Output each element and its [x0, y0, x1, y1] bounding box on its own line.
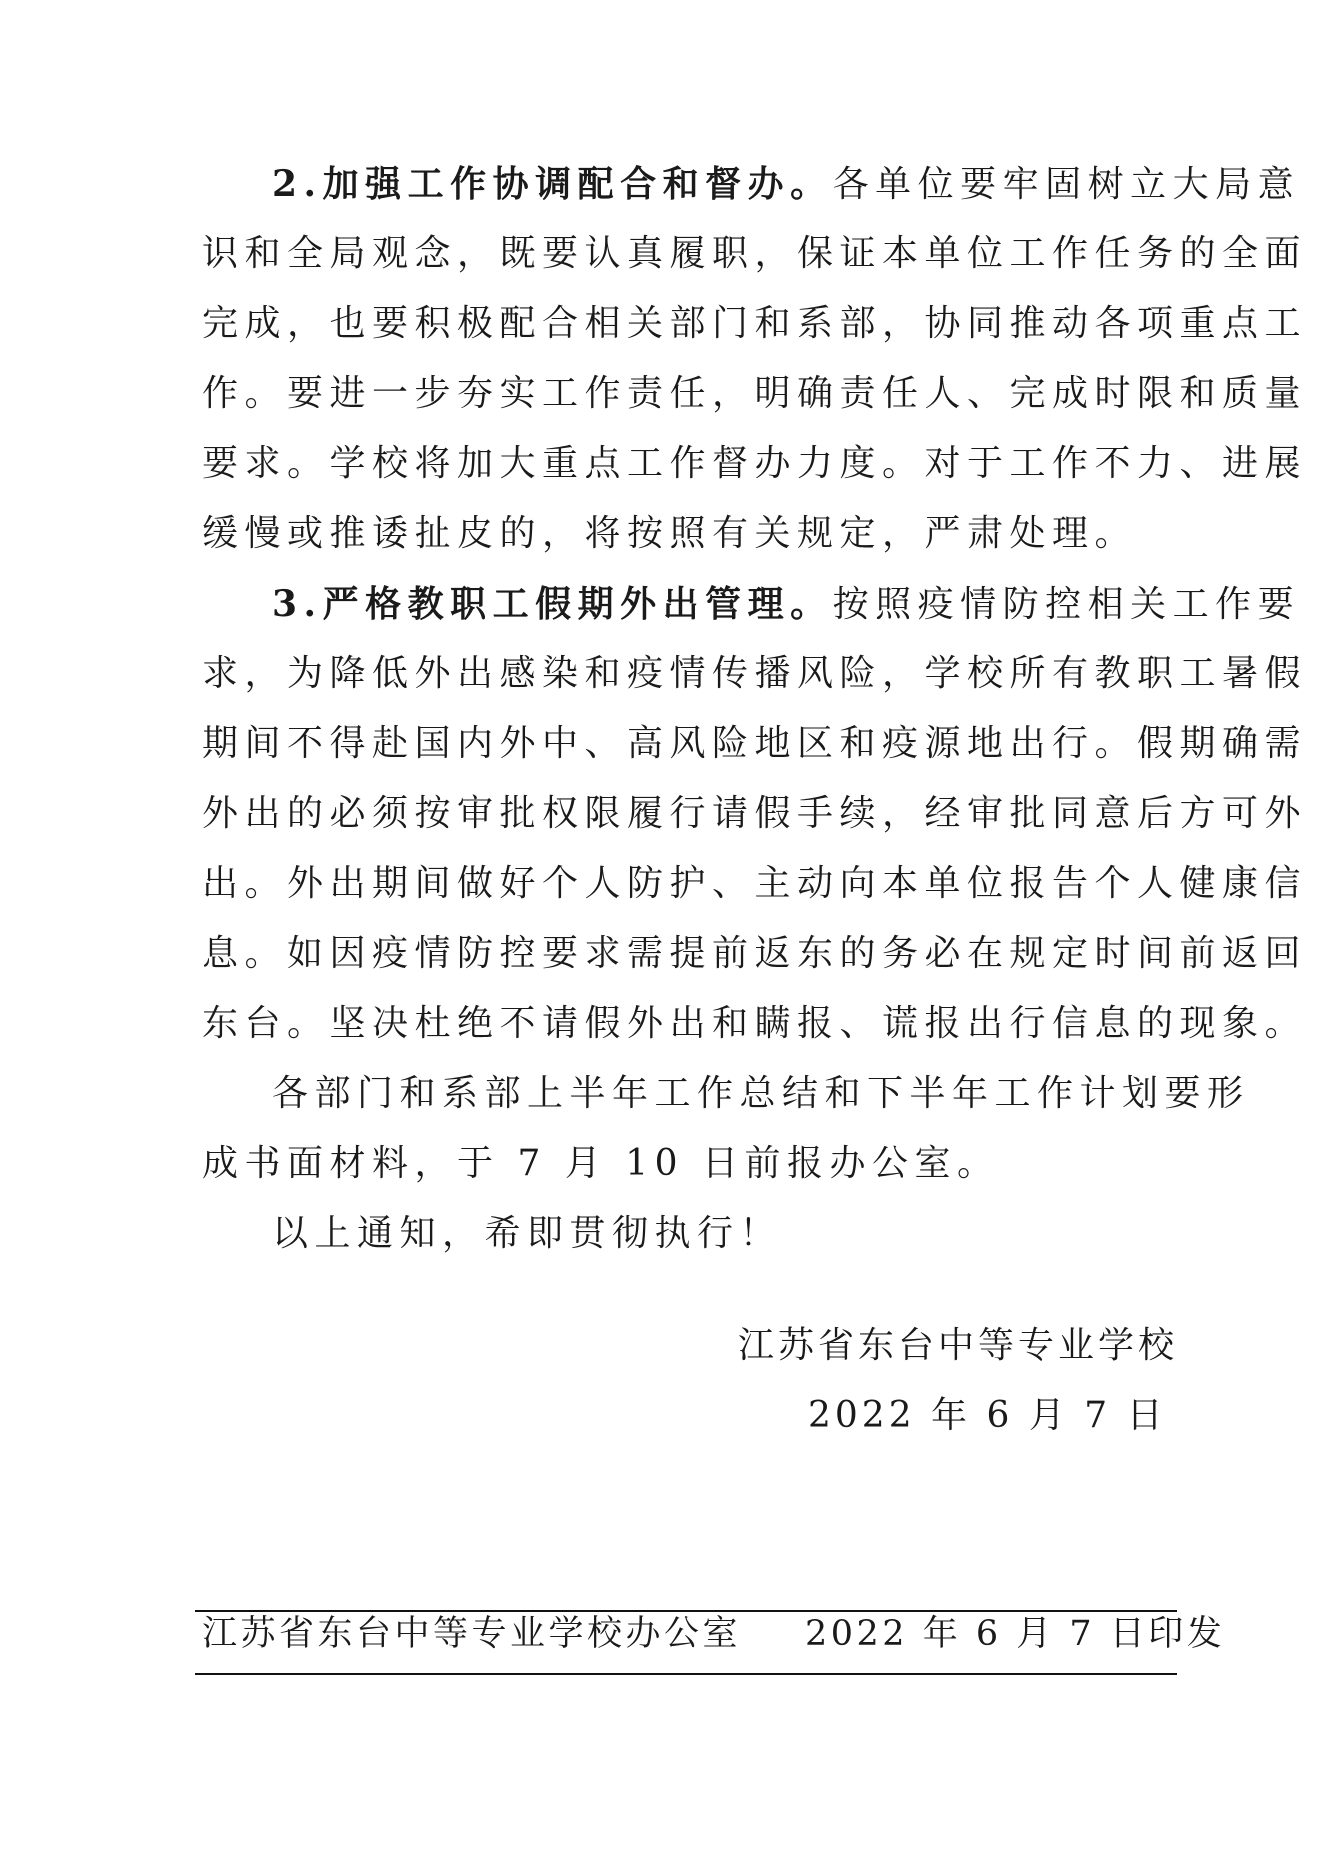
para3-line-4: 外出的必须按审批权限履行请假手续，经审批同意后方可外 [202, 793, 1308, 834]
para2-line-5: 要求。学校将加大重点工作督办力度。对于工作不力、进展 [202, 443, 1308, 484]
para2-lead: 2.加强工作协调配合和督办。 [272, 163, 833, 205]
footer-issuer: 江苏省东台中等专业学校办公室 [202, 1614, 742, 1654]
closing-line: 以上通知，希即贯彻执行！ [272, 1213, 783, 1254]
footer-issue-date: 2022 年 6 月 7 日印发 [805, 1614, 1226, 1654]
para4-line-2: 成书面材料，于 7 月 10 日前报办公室。 [202, 1143, 1000, 1184]
para4-line-1: 各部门和系部上半年工作总结和下半年工作计划要形 [272, 1073, 1250, 1114]
para3-line1-rest: 按照疫情防控相关工作要 [832, 584, 1301, 625]
para3-line-6: 息。如因疫情防控要求需提前返东的务必在规定时间前返回 [202, 933, 1308, 974]
para3-line-7: 东台。坚决杜绝不请假外出和瞒报、谎报出行信息的现象。 [202, 1003, 1308, 1044]
para2-line-1 [272, 162, 1301, 207]
para3-lead: 3.严格教职工假期外出管理。 [272, 583, 833, 625]
para2-line-2: 识和全局观念，既要认真履职，保证本单位工作任务的全面 [202, 233, 1308, 274]
para3-line-2: 求，为降低外出感染和疫情传播风险，学校所有教职工暑假 [202, 653, 1308, 694]
para3-line-1 [272, 582, 1301, 627]
para3-line-5: 出。外出期间做好个人防护、主动向本单位报告个人健康信 [202, 863, 1308, 904]
para2-line-4: 作。要进一步夯实工作责任，明确责任人、完成时限和质量 [202, 373, 1308, 414]
signature-date: 2022 年 6 月 7 日 [808, 1395, 1167, 1436]
para3-line-3: 期间不得赴国内外中、高风险地区和疫源地出行。假期确需 [202, 723, 1308, 764]
para2-line1-rest: 各单位要牢固树立大局意 [832, 164, 1301, 205]
para2-line-3: 完成，也要积极配合相关部门和系部，协同推动各项重点工 [202, 303, 1308, 344]
para2-line-6: 缓慢或推诿扯皮的，将按照有关规定，严肃处理。 [202, 513, 1138, 554]
footer-bottom-rule [195, 1673, 1177, 1675]
signature-org: 江苏省东台中等专业学校 [738, 1325, 1179, 1366]
